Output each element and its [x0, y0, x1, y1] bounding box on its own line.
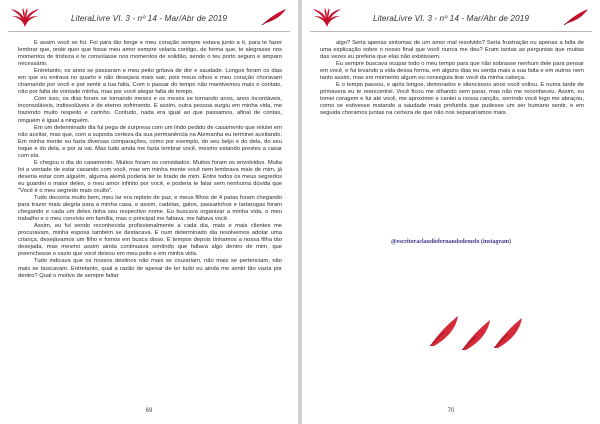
- page-header: [8, 5, 290, 32]
- phoenix-logo-icon: [312, 7, 342, 29]
- paragraph: algo? Seria apenas sintomas de um amor mal resolvido? Seria frustração ou apenas a falta de uma explicação sobre o nosso final que você nunca me deu? Eram tantas as perguntas que muitas das vezes eu preferia que elas não existissem.: [320, 40, 584, 61]
- right-page: [302, 0, 600, 424]
- paragraph: Eu sempre buscava ocupar todo o meu tempo para que não sobrasse nenhum dele para pensar em você, e fui levando a vida dessa forma, em alguns dias eu sentia mais a sua falta e em outros nem tanto assim, mas em momento algum eu conseguia tirar você da minha cabeça.: [320, 61, 584, 82]
- page-number: 69: [145, 408, 153, 414]
- phoenix-logo-icon: [10, 7, 40, 29]
- article-text: [320, 40, 584, 118]
- quill-icon: [562, 7, 590, 27]
- left-page: [0, 0, 298, 424]
- paragraph: Com isso, os dias foram se tornando meses e os meses se tornando anos, anos incontáveis, inconsoláveis, indissolúveis e de eterno sofrimento. E assim, outra pessoa surgiu em minha vida, me trazendo muito respeito e carinho. Contudo, nada era igual ao que passamos, afinal de contas, ninguém é igual a ninguém.: [18, 96, 282, 124]
- page-number: 70: [447, 408, 455, 414]
- page-header: [310, 5, 592, 32]
- paragraph: Em um determinado dia fui pega de surpresa com um lindo pedido de casamento que relutei em não aceitar, mas que, com a suposta certeza da sua permanência na Alemanha eu terminei aceitando. Em minha mente eu fazia diversas comparações, como por exemplo, do seu beijo e do dela, do seu toque e do dela, e por aí vai. Mas tudo ainda me fazia lembrar você, mesmo estando prestes a casar com ela.: [18, 124, 282, 159]
- issue-title: LiteraLivre VI. 3 - nº 14 - Mar/Abr de 2019: [70, 14, 228, 23]
- paragraph: Assim, eu fui sendo reconhecida profissionalmente a cada dia, mais e mais clientes me procuravam, minha esposa também se destacava. E num determinado dia resolvemos adotar uma criança, desejávamos um filho e fomos em busca disso. E tempos depois tínhamos a nossa filha tão desejada, mas mesmo assim ainda continuava sentindo que faltava algo dentro de mim, que preenchesse o vazio que você deixou em meu peito e em minha vida.: [18, 223, 282, 258]
- quill-icon: [260, 7, 288, 27]
- article-text: [18, 40, 282, 280]
- paragraph: E chegou o dia do casamento. Muitos foram os convidados. Muitos foram os envolvidos. Muita foi a vontade de estar casando com você, mas em minha mente você nem lembrava mais de mim, já deveria estar com alguém, alguma alemã poderia ter te tirado de mim. Entre todos os meus segredos eu guardei o maior deles, o meu amor infinito por você, e poderia te falar sem nenhuma dúvida que "Você é o meu segredo mais oculto".: [18, 159, 282, 194]
- three-quills-icon: [426, 294, 526, 354]
- paragraph: E assim você se foi. Foi para tão longe e meu coração sempre estava junto a ti, para te fazer lembrar que, onde quer que fosse meu amor sempre velaria contigo, de forma que, te alegrasse nos momentos de tristeza e te consolasse nos momentos de solidão, sendo o teu porto seguro e amparo necessário.: [18, 40, 282, 68]
- paragraph: Entretanto, os anos se passaram e meu peito gritava de dor e saudade. Longos foram os dias em que eu entrava no quarto e não desejava mais sair, pois meus olhos e meu coração choravam chamando por você e por sentir a tua falta. Com o passar do tempo não mantivemos mais o contato, não por falta de vontade minha, mas por você alegar falta de tempo.: [18, 68, 282, 96]
- issue-title: LiteraLivre VI. 3 - nº 14 - Mar/Abr de 2019: [372, 14, 530, 23]
- paragraph: Tudo indicava que os nossos destinos não mais se cruzariam, não mais se pertenciam, não mais se buscavam. Entretanto, qual a razão de apesar de ter tudo eu ainda me sentir tão vazia por dentro? Qual o motivo de sempre faltar: [18, 258, 282, 279]
- paragraph: E o tempo passou, e após longos, demorados e silenciosos anos você voltou. E numa tarde de primavera eu te reencontrei. Você ficou me olhando sem parar, mas não me reconheceu. Assim, eu tomei coragem e fui até você, me aproximei e cantei a nossa canção, sorrindo você logo me abraçou, como se estivesse matando a saudade mais profunda que pudesse um ser humano sentir, e em seguida choramos juntas na certeza de que não nos separaríamos mais.: [320, 82, 584, 117]
- author-credit: @escritoraclaudiofernandodemelo (instagram): [390, 239, 512, 245]
- paragraph: Tudo decorria muito bem, meu lar era repleto de paz, e meus filhos de 4 patas foram chegando para trazer mais alegria para a minha casa, e assim, cadelas, gatos, passarinhos e tartarugas foram chegando e cada um deles tinha seu respectivo nome. Eu buscava organizar a minha vida, o meu trabalho e o meu convívio em família, mas o principal me faltava, me faltava você.: [18, 195, 282, 223]
